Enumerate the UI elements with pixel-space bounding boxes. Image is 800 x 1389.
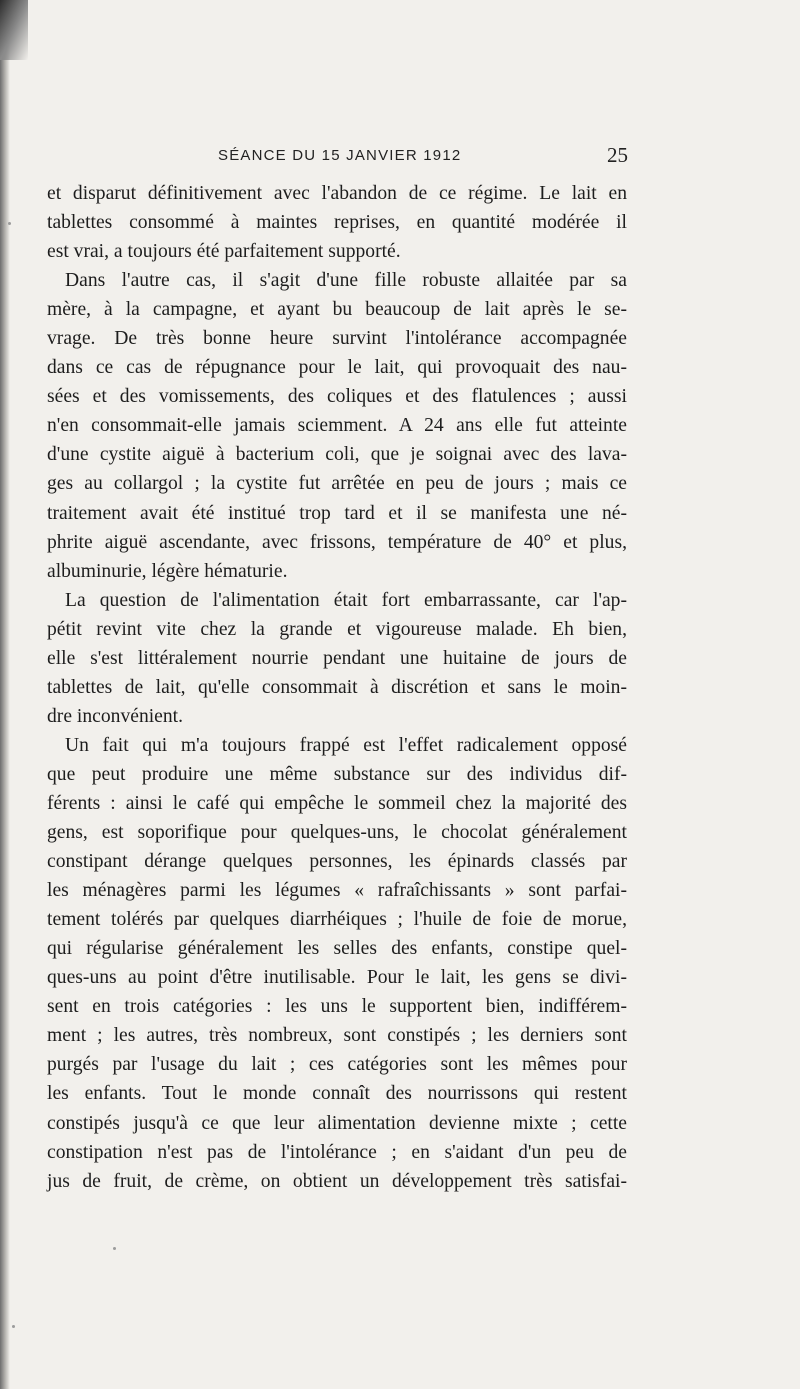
text-line: mère, à la campagne, et ayant bu beaucoup de lait après le se- (47, 299, 627, 321)
text-line: traitement avait été institué trop tard et il se manifesta une né- (47, 502, 627, 524)
text-line: albuminurie, légère hématurie. (47, 560, 288, 582)
text-line: constipant dérange quelques personnes, les épinards classés par (47, 851, 627, 873)
text-line: tablettes consommé à maintes reprises, en quantité modérée il (47, 212, 627, 234)
text-line: phrite aiguë ascendante, avec frissons, température de 40° et plus, (47, 531, 627, 553)
text-line: sées et des vomissements, des coliques et des flatulences ; aussi (47, 386, 627, 408)
text-line: ment ; les autres, très nombreux, sont constipés ; les derniers sont (47, 1025, 627, 1047)
paper-speck (12, 1325, 15, 1328)
text-line: Un fait qui m'a toujours frappé est l'effet radicalement opposé (65, 734, 627, 756)
text-line: constipation n'est pas de l'intolérance ; en s'aidant d'un peu de (47, 1141, 627, 1163)
text-line: La question de l'alimentation était fort embarrassante, car l'ap- (65, 589, 627, 611)
text-line: purgés par l'usage du lait ; ces catégories sont les mêmes pour (47, 1054, 627, 1076)
text-line: sent en trois catégories : les uns le supportent bien, indifférem- (47, 996, 627, 1018)
text-line: pétit revint vite chez la grande et vigoureuse malade. Eh bien, (47, 618, 627, 640)
text-line: férents : ainsi le café qui empêche le sommeil chez la majorité des (47, 792, 627, 814)
text-line: qui régularise généralement les selles des enfants, constipe quel- (47, 938, 627, 960)
text-line: dre inconvénient. (47, 705, 184, 727)
text-line: et disparut définitivement avec l'abandon de ce régime. Le lait en (47, 183, 627, 204)
text-line: est vrai, a toujours été parfaitement supporté. (47, 241, 401, 263)
text-line: les ménagères parmi les légumes « rafraîchissants » sont parfai- (47, 880, 627, 902)
text-line: vrage. De très bonne heure survint l'intolérance accompagnée (47, 328, 627, 350)
running-head (218, 143, 628, 173)
page-number: 25 (607, 143, 628, 167)
text-line: tablettes de lait, qu'elle consommait à discrétion et sans le moin- (47, 676, 627, 698)
text-line: d'une cystite aiguë à bacterium coli, que je soignai avec des lava- (47, 444, 627, 466)
running-title: SÉANCE DU 15 JANVIER 1912 (218, 147, 462, 164)
text-line: dans ce cas de répugnance pour le lait, qui provoquait des nau- (47, 357, 627, 379)
text-line: les enfants. Tout le monde connaît des nourrissons qui restent (47, 1083, 627, 1105)
text-line: n'en consommait-elle jamais sciemment. A 24 ans elle fut atteinte (47, 415, 627, 437)
text-line: Dans l'autre cas, il s'agit d'une fille robuste allaitée par sa (65, 270, 627, 292)
text-line: ges au collargol ; la cystite fut arrêtée en peu de jours ; mais ce (47, 473, 627, 495)
text-line: ques-uns au point d'être inutilisable. Pour le lait, les gens se divi- (47, 967, 627, 989)
text-line: tement tolérés par quelques diarrhéiques ; l'huile de foie de morue, (47, 909, 627, 931)
text-line: gens, est soporifique pour quelques-uns, le chocolat généralement (47, 822, 627, 844)
body-text (47, 179, 627, 1196)
text-line: que peut produire une même substance sur des individus dif- (47, 763, 627, 785)
text-line: elle s'est littéralement nourrie pendant une huitaine de jours de (47, 647, 627, 669)
text-line: jus de fruit, de crème, on obtient un développement très satisfai- (47, 1170, 627, 1192)
paper-speck (8, 222, 11, 225)
text-line: constipés jusqu'à ce que leur alimentation devienne mixte ; cette (47, 1112, 627, 1134)
paper-speck (113, 1247, 116, 1250)
